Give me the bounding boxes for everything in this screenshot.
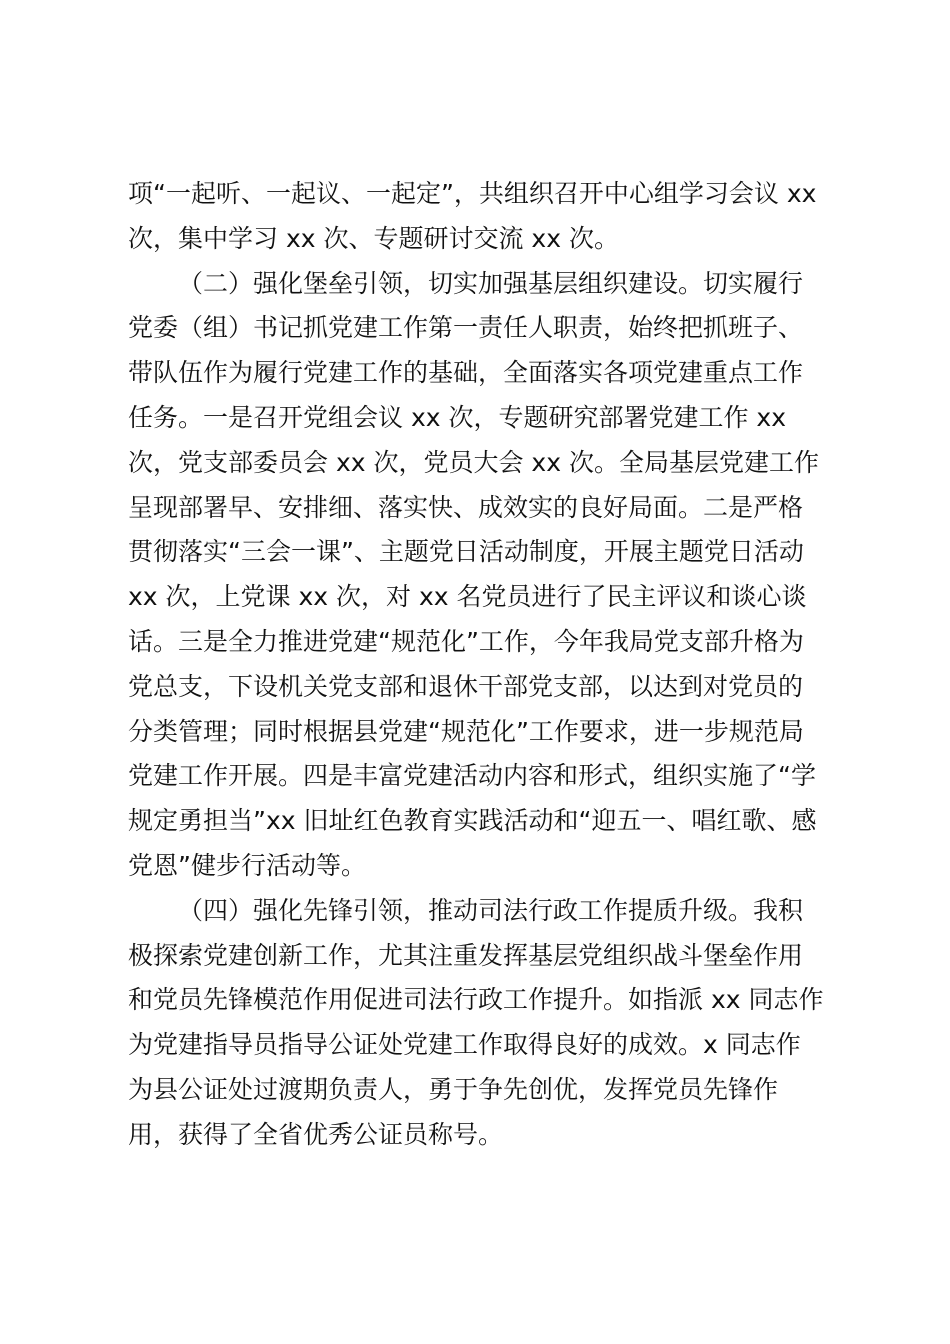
document-body [128, 172, 828, 1158]
text-line: （四）强化先锋引领，推动司法行政工作提质升级。我积 [178, 895, 804, 925]
text-line: 呈现部署早、安排细、落实快、成效实的良好局面。二是严格 [128, 492, 804, 522]
text-line: 次，集中学习 xx 次、专题研讨交流 xx 次。 [128, 223, 619, 253]
text-line: 党恩”健步行活动等。 [128, 850, 366, 880]
text-line: 分类管理；同时根据县党建“规范化”工作要求，进一步规范局 [128, 716, 804, 746]
text-line: 为县公证处过渡期负责人，勇于争先创优，发挥党员先锋作 [128, 1074, 779, 1104]
text-line: 党总支，下设机关党支部和退休干部党支部，以达到对党员的 [128, 671, 804, 701]
text-line: 话。三是全力推进党建“规范化”工作，今年我局党支部升格为 [128, 626, 804, 656]
text-line: 规定勇担当”xx 旧址红色教育实践活动和“迎五一、唱红歌、感 [128, 806, 817, 836]
text-line: 用，获得了全省优秀公证员称号。 [128, 1119, 504, 1149]
text-line: 党委（组）书记抓党建工作第一责任人职责，始终把抓班子、 [128, 313, 804, 343]
text-line: 项“一起听、一起议、一起定”，共组织召开中心组学习会议 xx [128, 179, 817, 208]
text-line: 带队伍作为履行党建工作的基础，全面落实各项党建重点工作 [128, 358, 804, 388]
text-line: 党建工作开展。四是丰富党建活动内容和形式，组织实施了“学 [128, 761, 816, 791]
text-line: 贯彻落实“三会一课”、主题党日活动制度，开展主题党日活动 [128, 537, 804, 567]
text-line: 和党员先锋模范作用促进司法行政工作提升。如指派 xx 同志作 [128, 985, 824, 1015]
text-line: xx 次，上党课 xx 次，对 xx 名党员进行了民主评议和谈心谈 [128, 582, 807, 612]
text-line: 次，党支部委员会 xx 次，党员大会 xx 次。全局基层党建工作 [128, 447, 819, 477]
text-line: （二）强化堡垒引领，切实加强基层组织建设。切实履行 [178, 268, 804, 298]
text-line: 为党建指导员指导公证处党建工作取得良好的成效。x 同志作 [128, 1030, 801, 1060]
text-line: 任务。一是召开党组会议 xx 次，专题研究部署党建工作 xx [128, 402, 787, 432]
text-line: 极探索党建创新工作，尤其注重发挥基层党组织战斗堡垒作用 [128, 940, 804, 970]
